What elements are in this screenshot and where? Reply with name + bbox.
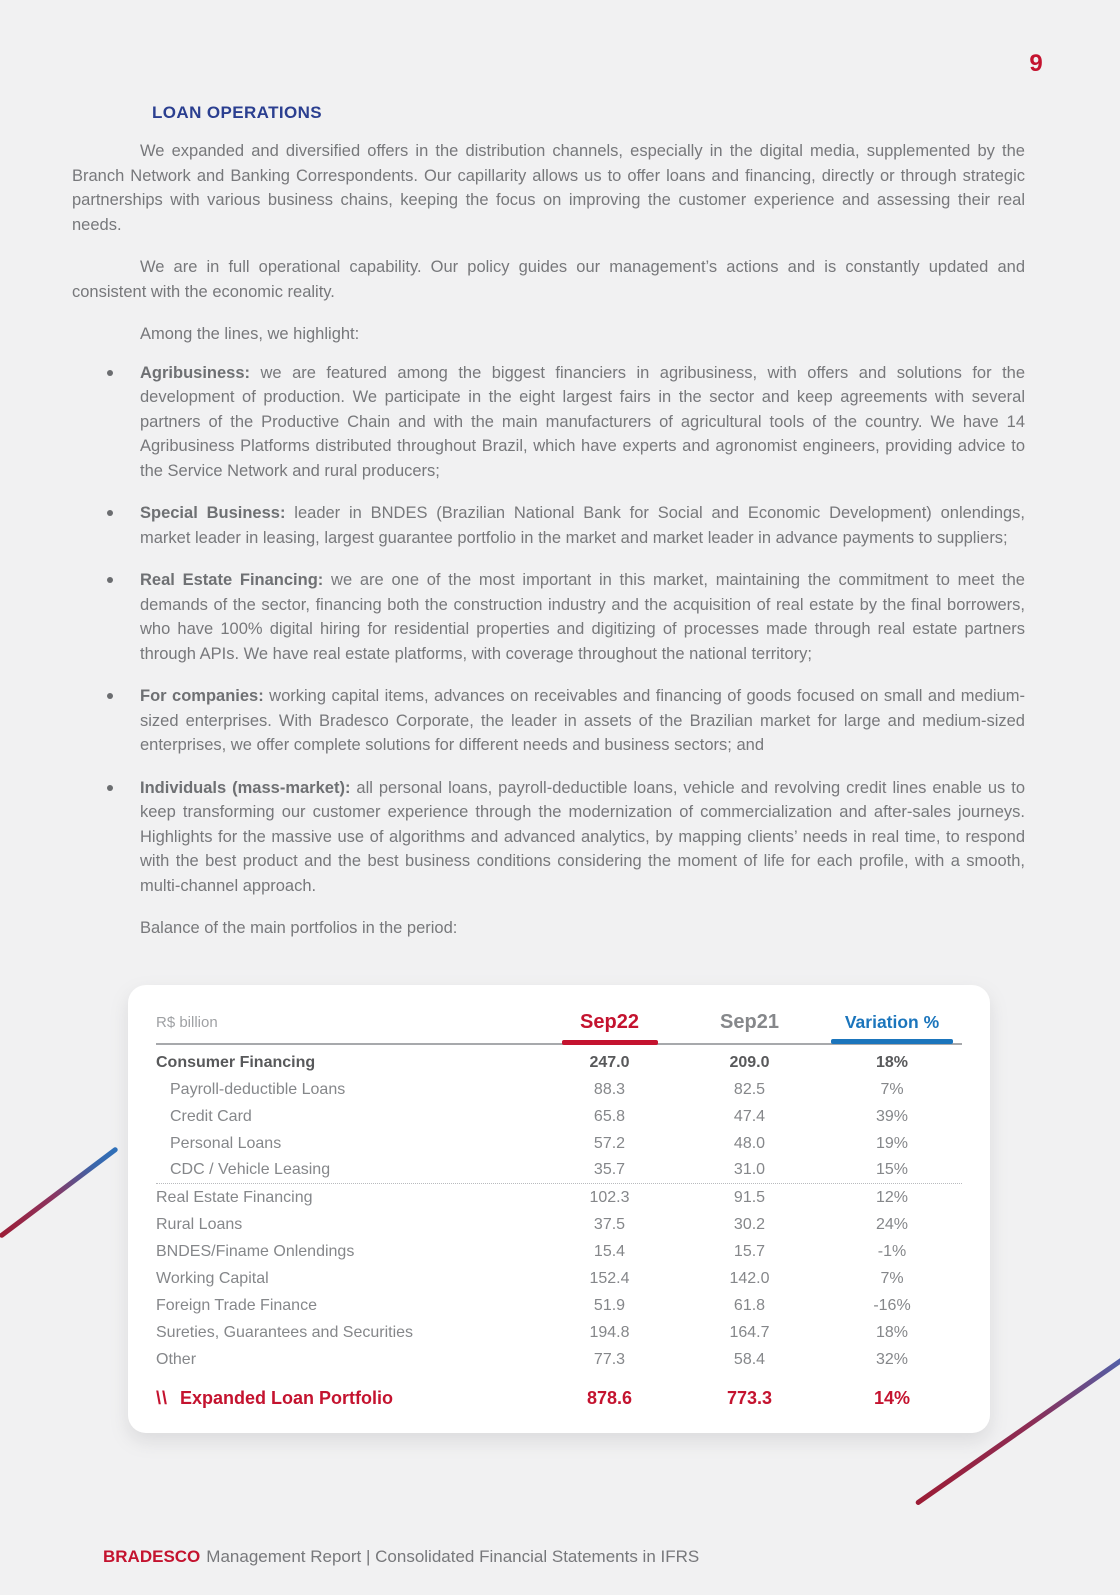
table-row: [156, 1238, 962, 1265]
bullet-label: Special Business:: [140, 504, 286, 522]
table-cell: 24%: [875, 1215, 909, 1233]
table-cell: 164.7: [729, 1323, 770, 1341]
bullet-label: Individuals (mass-market):: [140, 778, 351, 797]
table-unit-label: R$ billion: [156, 1013, 218, 1031]
table-row: [156, 1049, 962, 1076]
bullet-text: we are featured among the biggest financiers in agribusiness, with offers and solutions for the development of production. We participate in the eight largest fairs in the sector and keep agreements with several partners of the Productive Chain and with the main manufacturers of agricultural tools of the country. We have 14 Agribusiness Platforms distributed throughout Brazil, which have experts and agronomist engineers, providing advice to the Service Network and rural producers;: [140, 363, 1026, 480]
row-label: Other: [156, 1350, 197, 1368]
row-label: Credit Card: [170, 1107, 252, 1125]
table-cell: 32%: [875, 1350, 909, 1368]
table-cell: 209.0: [729, 1053, 770, 1071]
page-number: 9: [1029, 50, 1043, 77]
row-label: Foreign Trade Finance: [156, 1296, 317, 1314]
portfolio-table-rows: [156, 1045, 962, 1419]
column-header-label: Variation %: [844, 1011, 940, 1032]
footer: [103, 1547, 699, 1567]
table-cell: 7%: [880, 1269, 904, 1287]
table-cell: 18%: [875, 1323, 909, 1341]
highlights-list: [72, 361, 1025, 899]
row-label: Payroll-deductible Loans: [170, 1080, 346, 1098]
table-cell: 51.9: [593, 1296, 626, 1314]
bullet-icon: [107, 510, 113, 516]
paragraph: We are in full operational capability. Our policy guides our management’s actions and is constantly updated and consistent with the economic reality.: [72, 258, 1025, 301]
table-cell: 247.0: [589, 1053, 630, 1071]
table-intro: Balance of the main portfolios in the period:: [140, 919, 458, 937]
table-cell: 58.4: [733, 1350, 766, 1368]
table-row: [156, 1211, 962, 1238]
bullet-icon: [107, 785, 113, 791]
red-underline-bar: [562, 1040, 658, 1045]
portfolio-table-card: [128, 985, 990, 1433]
row-label: Personal Loans: [170, 1134, 282, 1152]
table-row: [156, 1103, 962, 1130]
table-cell: 15%: [875, 1161, 909, 1178]
table-cell: 88.3: [593, 1080, 626, 1098]
bullet-label: Real Estate Financing:: [140, 571, 324, 589]
table-cell: 57.2: [593, 1134, 626, 1152]
list-item: [72, 684, 1025, 758]
table-cell: -16%: [873, 1296, 911, 1314]
row-label: Rural Loans: [156, 1215, 243, 1233]
bullet-icon: [107, 693, 113, 699]
table-cell: 77.3: [593, 1350, 626, 1368]
bullet-icon: [107, 577, 113, 583]
table-cell: 91.5: [733, 1188, 766, 1206]
bullet-icon: [107, 370, 113, 376]
table-cell: 7%: [880, 1080, 904, 1098]
table-cell: 15.7: [733, 1242, 766, 1260]
bullet-label: Agribusiness:: [140, 363, 251, 382]
blue-underline-bar: [831, 1039, 953, 1044]
table-cell: 12%: [875, 1188, 909, 1206]
column-header-sep21: [677, 1011, 822, 1034]
list-item: [72, 361, 1025, 484]
table-cell: 194.8: [589, 1323, 630, 1341]
table-row: [156, 1130, 962, 1157]
table-row: [156, 1184, 962, 1211]
table-cell: 773.3: [726, 1387, 773, 1408]
table-row: [156, 1292, 962, 1319]
list-item: [72, 501, 1025, 550]
row-label: CDC / Vehicle Leasing: [170, 1161, 331, 1178]
table-cell: 31.0: [733, 1161, 766, 1178]
section-title: LOAN OPERATIONS: [152, 103, 323, 122]
list-item: [72, 568, 1025, 666]
table-row: [156, 1157, 962, 1184]
table-cell: 102.3: [589, 1188, 630, 1206]
row-label: Consumer Financing: [156, 1053, 316, 1071]
table-cell: 47.4: [733, 1107, 766, 1125]
paragraph: We expanded and diversified offers in the distribution channels, especially in the digital media, supplemented by the Branch Network and Banking Correspondents. Our capillarity allows us to offer loans and financing, directly or through strategic partnerships with various business chains, keeping the focus on improving the customer experience and assessing their real needs.: [72, 142, 1025, 234]
table-cell: 39%: [875, 1107, 909, 1125]
table-cell: 18%: [875, 1053, 909, 1071]
table-cell: -1%: [877, 1242, 907, 1260]
row-label: BNDES/Finame Onlendings: [156, 1242, 355, 1260]
table-cell: 35.7: [593, 1161, 626, 1178]
table-cell: 82.5: [733, 1080, 766, 1098]
gradient-diagonal-left: [0, 1146, 119, 1238]
column-header-variation: [822, 1012, 962, 1033]
row-label: Real Estate Financing: [156, 1188, 313, 1206]
column-header-label: Sep22: [580, 1010, 639, 1033]
bullet-text: all personal loans, payroll-deductible loans, vehicle and revolving credit lines enable us to keep transforming our customer experience through the modernization of commercialization and after-sales journeys. Highlights for the massive use of algorithms and advanced analytics, by mapping clients’ needs in real time, to respond with the best product and the best business conditions considering the moment of life for each profile, with a smooth, multi-channel approach.: [140, 778, 1026, 895]
bullet-text: working capital items, advances on receivables and financing of goods focused on small and medium-sized enterprises. With Bradesco Corporate, the leader in assets of the Brazilian market for large and medium-sized enterprises, we offer complete solutions for different needs and business sectors; and: [140, 687, 1025, 754]
table-cell: 19%: [875, 1134, 909, 1152]
footer-text: Management Report | Consolidated Financial Statements in IFRS: [206, 1547, 700, 1566]
row-label: \\ Expanded Loan Portfolio: [156, 1387, 394, 1408]
table-cell: 48.0: [733, 1134, 766, 1152]
row-label: Working Capital: [156, 1269, 269, 1287]
bullet-text: we are one of the most important in this market, maintaining the commitment to meet the demands of the sector, financing both the construction industry and the acquisition of real estate by the final borrowers, who have 100% digital hiring for residential properties and digitizing of processes made through real estate partners through APIs. We have real estate platforms, with coverage throughout the national territory;: [140, 571, 1025, 663]
bullet-label: For companies:: [140, 687, 264, 705]
table-row: [156, 1076, 962, 1103]
list-item: [72, 776, 1025, 899]
column-header-label: Sep21: [720, 1010, 779, 1033]
column-header-sep22: [542, 1011, 677, 1034]
table-row: [156, 1265, 962, 1292]
table-cell: 61.8: [733, 1296, 766, 1314]
table-cell: 37.5: [593, 1215, 626, 1233]
table-cell: 15.4: [593, 1242, 626, 1260]
table-cell: 878.6: [586, 1387, 633, 1408]
table-cell: 152.4: [589, 1269, 630, 1287]
table-cell: 14%: [873, 1387, 911, 1408]
paragraph: Among the lines, we highlight:: [140, 325, 360, 343]
bullet-text: leader in BNDES (Brazilian National Bank for Social and Economic Development) onlendings, market leader in leasing, largest guarantee portfolio in the market and market leader in advance payments to suppliers;: [140, 504, 1026, 547]
document-body: [72, 103, 1025, 941]
table-cell: 65.8: [593, 1107, 626, 1125]
table-header-row: [156, 1001, 962, 1045]
row-label: Sureties, Guarantees and Securities: [156, 1323, 414, 1341]
table-cell: 142.0: [729, 1269, 770, 1287]
double-backslash-icon: \\: [156, 1387, 169, 1408]
table-row: [156, 1346, 962, 1373]
table-row: [156, 1377, 962, 1419]
table-row: [156, 1319, 962, 1346]
table-cell: 30.2: [733, 1215, 766, 1233]
brand-name: BRADESCO: [103, 1547, 201, 1566]
